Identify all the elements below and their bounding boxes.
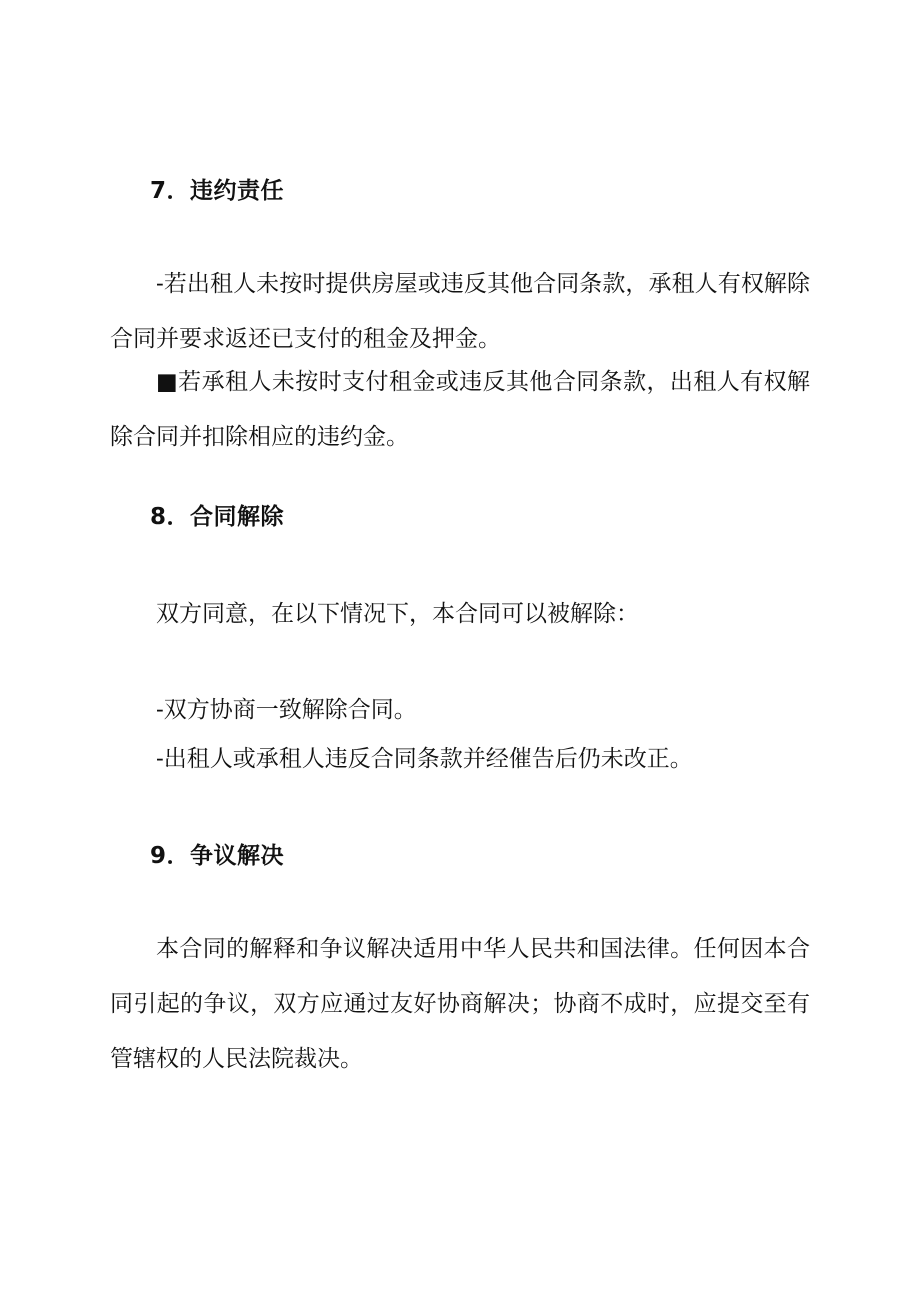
section-8-item-1: -双方协商一致解除合同。 [156, 697, 417, 723]
section-8-heading: 8．合同解除 [150, 504, 285, 530]
section-9-paragraph-1: 本合同的解释和争议解决适用中华人民共和国法律。任何因本合同引起的争议，双方应通过友好协商解决；协商不成时，应提交至有管辖权的人民法院裁决。 [110, 936, 810, 1072]
section-9-heading: 9．争议解决 [150, 843, 285, 869]
section-7-heading: 7．违约责任 [150, 178, 285, 204]
section-7-paragraph-1: -若出租人未按时提供房屋或违反其他合同条款，承租人有权解除合同并要求返还已支付的租金及押金。 [110, 271, 810, 352]
section-7-paragraph-2: ■若承租人未按时支付租金或违反其他合同条款，出租人有权解除合同并扣除相应的违约金。 [110, 369, 810, 450]
section-8-intro: 双方同意，在以下情况下，本合同可以被解除： [156, 601, 639, 627]
section-8-item-2: -出租人或承租人违反合同条款并经催告后仍未改正。 [156, 746, 693, 772]
